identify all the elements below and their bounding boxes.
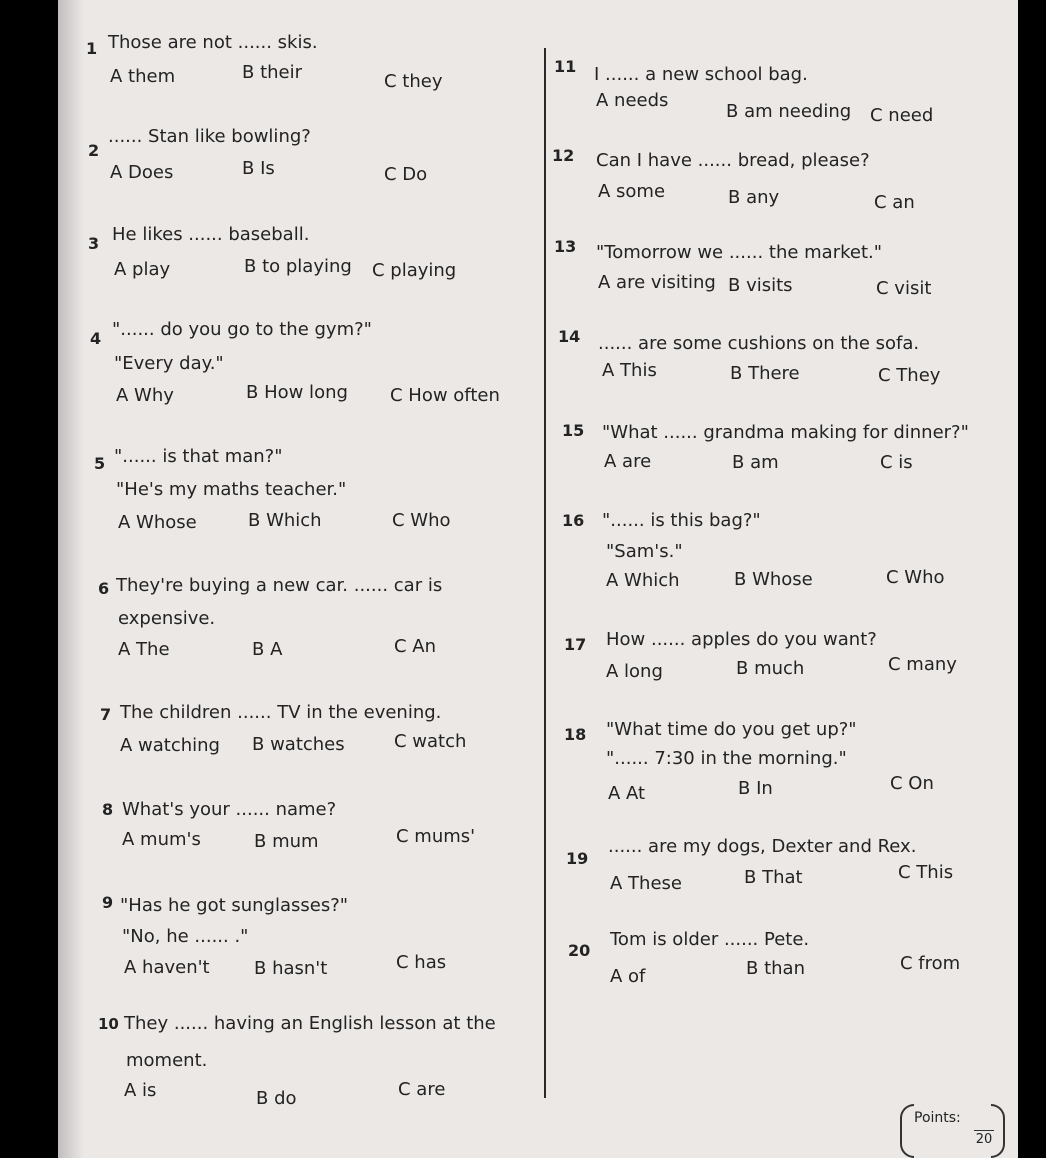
question-stem: ...... are some cushions on the sofa. bbox=[598, 333, 920, 354]
points-total: 20 bbox=[975, 1132, 993, 1147]
question-number: 13 bbox=[554, 237, 577, 256]
question-stem: "Tomorrow we ...... the market." bbox=[596, 242, 883, 263]
question-number: 19 bbox=[566, 849, 589, 868]
option-a[interactable]: A of bbox=[610, 966, 646, 987]
question-stem-line-2: moment. bbox=[126, 1050, 208, 1071]
option-b[interactable]: B watches bbox=[252, 734, 345, 755]
option-a[interactable]: A Why bbox=[116, 385, 174, 406]
option-a[interactable]: A haven't bbox=[124, 957, 210, 978]
option-b[interactable]: B any bbox=[728, 187, 780, 208]
question-stem-line-2: expensive. bbox=[118, 608, 216, 629]
option-b[interactable]: B than bbox=[746, 958, 805, 979]
question-stem-line-2: "Sam's." bbox=[606, 541, 683, 562]
option-a[interactable]: A Which bbox=[606, 570, 680, 591]
question-stem: Those are not ...... skis. bbox=[108, 32, 318, 53]
left-bracket bbox=[900, 1104, 914, 1158]
option-a[interactable]: A Whose bbox=[118, 512, 197, 533]
question-number: 14 bbox=[558, 327, 581, 346]
option-c[interactable]: C from bbox=[900, 953, 961, 974]
option-a[interactable]: A watching bbox=[120, 735, 220, 756]
question-stem: Tom is older ...... Pete. bbox=[610, 929, 810, 950]
option-a[interactable]: A The bbox=[118, 639, 170, 660]
option-c[interactable]: C watch bbox=[394, 731, 467, 752]
option-b[interactable]: B Whose bbox=[734, 569, 813, 590]
option-c[interactable]: C playing bbox=[372, 260, 457, 281]
question-number: 8 bbox=[102, 800, 114, 819]
question-stem-line-2: "...... 7:30 in the morning." bbox=[606, 748, 847, 769]
option-b[interactable]: B visits bbox=[728, 275, 793, 296]
option-b[interactable]: B How long bbox=[246, 382, 348, 403]
question-stem: The children ...... TV in the evening. bbox=[120, 702, 442, 723]
question-stem: ...... Stan like bowling? bbox=[108, 126, 311, 147]
question-stem-line-2: "Every day." bbox=[114, 353, 224, 374]
option-c[interactable]: C mums' bbox=[396, 826, 476, 847]
worksheet-page bbox=[58, 0, 1018, 1158]
question-number: 16 bbox=[562, 511, 585, 530]
option-c[interactable]: C Do bbox=[384, 164, 428, 185]
question-number: 4 bbox=[90, 329, 102, 348]
option-b[interactable]: B hasn't bbox=[254, 958, 328, 979]
question-number: 10 bbox=[98, 1015, 119, 1033]
column-divider bbox=[544, 48, 546, 1098]
option-b[interactable]: B In bbox=[738, 778, 773, 799]
option-a[interactable]: A needs bbox=[596, 90, 669, 111]
option-a[interactable]: A At bbox=[608, 783, 646, 804]
question-stem: He likes ...... baseball. bbox=[112, 224, 310, 245]
option-c[interactable]: C An bbox=[394, 636, 437, 657]
question-number: 20 bbox=[568, 941, 591, 960]
option-c[interactable]: C has bbox=[396, 952, 447, 973]
question-stem: "...... is that man?" bbox=[114, 446, 283, 467]
question-number: 6 bbox=[98, 579, 110, 598]
question-stem: "Has he got sunglasses?" bbox=[120, 895, 349, 916]
question-number: 7 bbox=[100, 705, 112, 724]
question-number: 18 bbox=[564, 725, 587, 744]
option-a[interactable]: A are visiting bbox=[598, 272, 716, 293]
option-b[interactable]: B am bbox=[732, 452, 779, 473]
option-c[interactable]: C many bbox=[888, 654, 957, 675]
option-c[interactable]: C is bbox=[880, 452, 913, 473]
option-a[interactable]: A Does bbox=[110, 162, 174, 183]
question-number: 11 bbox=[554, 57, 577, 76]
question-number: 9 bbox=[102, 893, 114, 912]
option-c[interactable]: C an bbox=[874, 192, 915, 213]
option-c[interactable]: C Who bbox=[886, 567, 945, 588]
question-number: 12 bbox=[552, 146, 575, 165]
question-stem: They're buying a new car. ...... car is bbox=[116, 575, 443, 596]
option-b[interactable]: B There bbox=[730, 363, 800, 384]
question-number: 3 bbox=[88, 234, 100, 253]
option-b[interactable]: B do bbox=[256, 1088, 297, 1109]
option-b[interactable]: B Is bbox=[242, 158, 275, 179]
question-number: 1 bbox=[86, 39, 98, 58]
option-c[interactable]: C On bbox=[890, 773, 934, 794]
option-b[interactable]: B to playing bbox=[244, 256, 352, 277]
question-number: 17 bbox=[564, 635, 587, 654]
question-stem: Can I have ...... bread, please? bbox=[596, 150, 870, 171]
option-c[interactable]: C are bbox=[398, 1079, 446, 1100]
page-edge-shadow bbox=[58, 0, 84, 1158]
option-c[interactable]: C How often bbox=[390, 385, 500, 406]
question-stem: I ...... a new school bag. bbox=[594, 64, 808, 85]
option-a[interactable]: A are bbox=[604, 451, 652, 472]
question-stem-line-2: "He's my maths teacher." bbox=[116, 479, 347, 500]
question-stem: How ...... apples do you want? bbox=[606, 629, 877, 650]
option-a[interactable]: A This bbox=[602, 360, 657, 381]
question-stem: "What ...... grandma making for dinner?" bbox=[602, 422, 969, 443]
option-b[interactable]: B A bbox=[252, 639, 283, 660]
option-b[interactable]: B That bbox=[744, 867, 803, 888]
option-c[interactable]: C They bbox=[878, 365, 941, 386]
question-stem: "...... is this bag?" bbox=[602, 510, 761, 531]
option-b[interactable]: B am needing bbox=[726, 101, 852, 122]
option-a[interactable]: A some bbox=[598, 181, 666, 202]
option-a[interactable]: A mum's bbox=[122, 829, 201, 850]
option-a[interactable]: A long bbox=[606, 661, 663, 682]
question-stem: ...... are my dogs, Dexter and Rex. bbox=[608, 836, 917, 857]
option-c[interactable]: C visit bbox=[876, 278, 932, 299]
question-number: 2 bbox=[88, 141, 100, 160]
option-b[interactable]: B mum bbox=[254, 831, 319, 852]
option-c[interactable]: C they bbox=[384, 71, 443, 92]
question-stem: "...... do you go to the gym?" bbox=[112, 319, 372, 340]
option-c[interactable]: C Who bbox=[392, 510, 451, 531]
question-stem-line-2: "No, he ...... ." bbox=[122, 926, 249, 947]
option-a[interactable]: A them bbox=[110, 66, 176, 87]
option-a[interactable]: A play bbox=[114, 259, 171, 280]
question-stem: They ...... having an English lesson at the bbox=[124, 1013, 496, 1034]
option-c[interactable]: C need bbox=[870, 105, 934, 126]
option-b[interactable]: B much bbox=[736, 658, 805, 679]
option-c[interactable]: C This bbox=[898, 862, 954, 883]
points-box bbox=[900, 1104, 1005, 1156]
question-number: 5 bbox=[94, 454, 106, 473]
points-label: Points: bbox=[914, 1110, 961, 1126]
option-a[interactable]: A These bbox=[610, 873, 682, 894]
option-b[interactable]: B their bbox=[242, 62, 303, 83]
option-b[interactable]: B Which bbox=[248, 510, 322, 531]
question-number: 15 bbox=[562, 421, 585, 440]
question-stem: "What time do you get up?" bbox=[606, 719, 857, 740]
option-a[interactable]: A is bbox=[124, 1080, 157, 1101]
question-stem: What's your ...... name? bbox=[122, 799, 337, 820]
